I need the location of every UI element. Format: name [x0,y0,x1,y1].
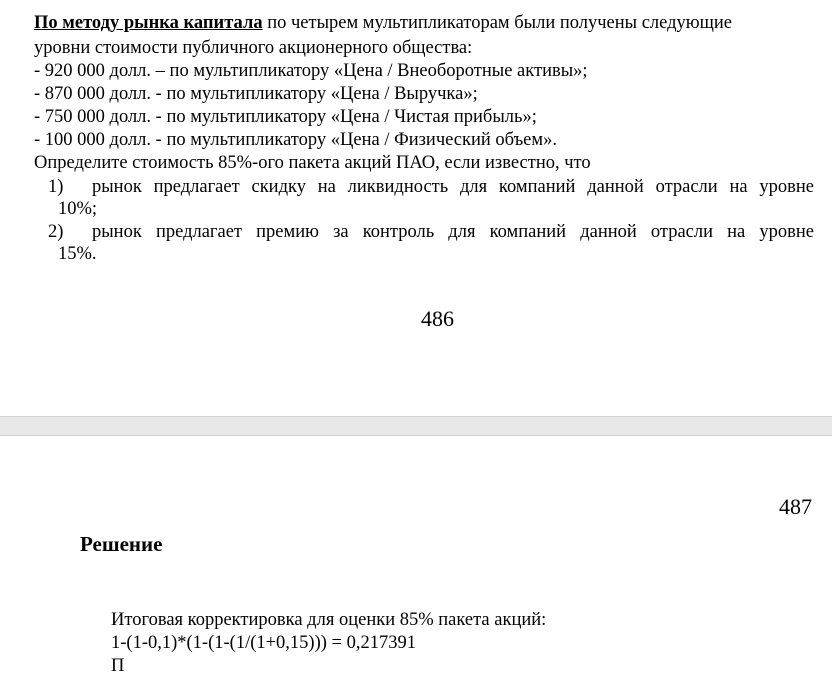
condition-2-marker: 2) [48,222,64,242]
condition-1-line-2: 10%; [58,199,98,219]
solution-line-partial: П [111,656,125,676]
value-line-1: - 920 000 долл. – по мультипликатору «Цена / Внеоборотные активы»; [34,61,588,81]
solution-line-2: 1-(1-0,1)*(1-(1-(1/(1+0,15))) = 0,217391 [111,633,416,653]
condition-1-marker: 1) [48,177,64,197]
intro-lead-text: По методу рынка капитала [34,13,263,33]
question-line: Определите стоимость 85%-ого пакета акций ПАО, если известно, что [34,153,591,173]
intro-line-1 [34,13,732,34]
condition-2-line-1: рынок предлагает премию за контроль для компаний данной отрасли на уровне [92,222,814,242]
intro-rest-text: по четырем мультипликаторам были получены следующие [262,13,732,33]
page-number-486: 486 [421,306,454,331]
condition-1-line-1: рынок предлагает скидку на ликвидность для компаний данной отрасли на уровне [92,177,814,197]
condition-2-line-2: 15%. [58,244,97,264]
page-number-487: 487 [779,494,812,519]
section-heading: Решение [80,532,163,556]
solution-line-1: Итоговая корректировка для оценки 85% пакета акций: [111,610,547,630]
page-487 [0,436,832,676]
value-line-4: - 100 000 долл. - по мультипликатору «Цена / Физический объем». [34,130,557,150]
value-line-2: - 870 000 долл. - по мультипликатору «Цена / Выручка»; [34,84,478,104]
page-separator [0,416,832,436]
value-line-3: - 750 000 долл. - по мультипликатору «Цена / Чистая прибыль»; [34,107,537,127]
intro-line-2: уровни стоимости публичного акционерного общества: [34,38,473,58]
